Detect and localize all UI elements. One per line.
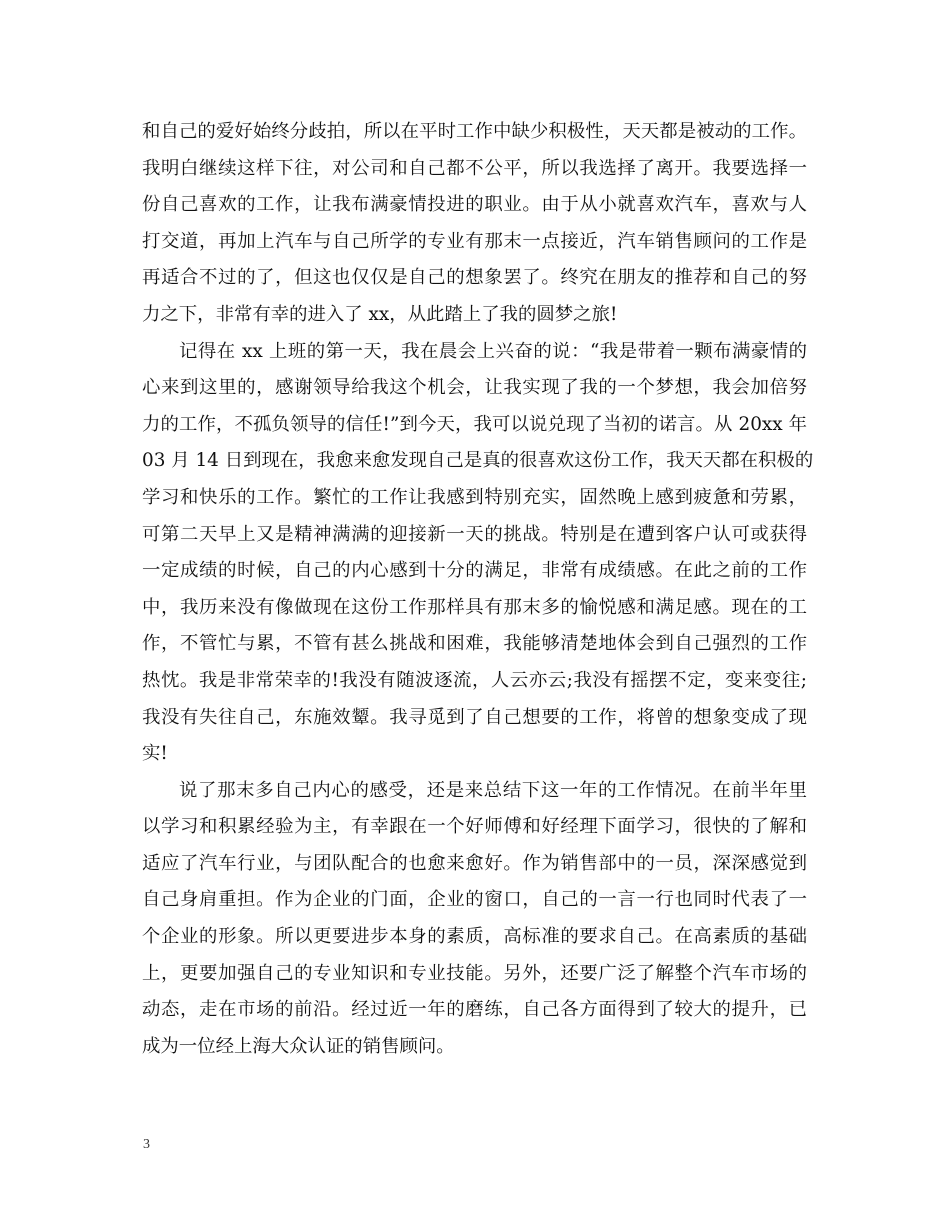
text-line: 适应了汽车行业，与团队配合的也愈来愈好。作为销售部中的一员，深深感觉到 [142,852,807,874]
text-line: 中，我历来没有像做现在这份工作那样具有那末多的愉悦感和满足感。现在的工 [142,596,807,618]
text-line: 力之下，非常有幸的进入了 xx，从此踏上了我的圆梦之旅! [142,303,618,325]
text-line: 心来到这里的，感谢领导给我这个机会，让我实现了我的一个梦想，我会加倍努 [142,377,807,399]
document-body [142,114,814,1065]
text-line: 份自己喜欢的工作，让我布满豪情投进的职业。由于从小就喜欢汽车，喜欢与人 [142,194,807,216]
text-line: 自己身肩重担。作为企业的门面，企业的窗口，自己的一言一行也同时代表了一 [142,889,807,911]
text-line: 我没有失往自己，东施效颦。我寻觅到了自己想要的工作，将曾的想象变成了现 [142,706,807,728]
text-line: 以学习和积累经验为主，有幸跟在一个好师傅和好经理下面学习，很快的了解和 [142,816,807,838]
text-line: 可第二天早上又是精神满满的迎接新一天的挑战。特别是在遭到客户认可或获得 [142,523,807,545]
text-line: 记得在 xx 上班的第一天，我在晨会上兴奋的说：“我是带着一颗布满豪情的 [179,340,807,362]
text-line: 再适合不过的了，但这也仅仅是自己的想象罢了。终究在朋友的推荐和自己的努 [142,267,807,289]
text-line: 一定成绩的时候，自己的内心感到十分的满足，非常有成绩感。在此之前的工作 [142,560,807,582]
text-line: 实! [142,743,168,765]
text-line: 03 月 14 日到现在，我愈来愈发现自己是真的很喜欢这份工作，我天天都在积极的 [142,450,814,472]
text-line: 个企业的形象。所以更要进步本身的素质，高标准的要求自己。在高素质的基础 [142,926,807,948]
text-line: 上，更要加强自己的专业知识和专业技能。另外，还要广泛了解整个汽车市场的 [142,962,807,984]
text-line: 和自己的爱好始终分歧拍，所以在平时工作中缺少积极性，天天都是被动的工作。 [142,121,807,142]
text-line: 动态，走在市场的前沿。经过近一年的磨练，自己各方面得到了较大的提升，已 [142,999,807,1021]
text-line: 热忱。我是非常荣幸的!我没有随波逐流，人云亦云;我没有摇摆不定，变来变往; [142,669,807,691]
text-line: 打交道，再加上汽车与自己所学的专业有那末一点接近，汽车销售顾问的工作是 [142,230,807,252]
text-line: 成为一位经上海大众认证的销售顾问。 [142,1035,455,1057]
text-line: 作，不管忙与累，不管有甚么挑战和困难，我能够清楚地体会到自己强烈的工作 [142,633,807,655]
text-line: 力的工作，不孤负领导的信任!”到今天，我可以说兑现了当初的诺言。从 20xx 年 [142,413,807,435]
text-line: 说了那末多自己内心的感受，还是来总结下这一年的工作情况。在前半年里 [179,779,807,801]
text-line: 学习和快乐的工作。繁忙的工作让我感到特别充实，固然晚上感到疲惫和劳累， [142,486,807,508]
page-number: 3 [143,1137,150,1152]
text-line: 我明白继续这样下往，对公司和自己都不公平，所以我选择了离开。我要选择一 [142,157,807,179]
